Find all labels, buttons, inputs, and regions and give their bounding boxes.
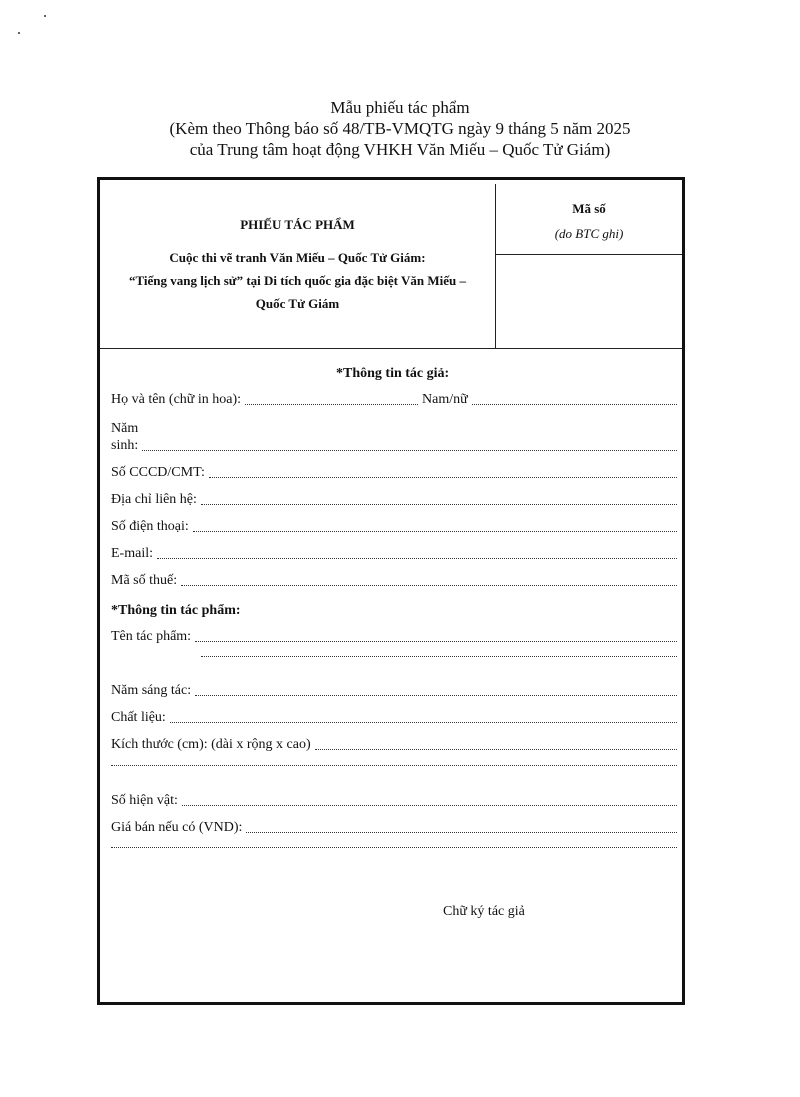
scan-speck <box>44 15 46 17</box>
id-number-fill-line[interactable] <box>209 476 677 478</box>
year-created-label: Năm sáng tác: <box>111 683 192 698</box>
price-field[interactable] <box>111 820 677 836</box>
tax-code-fill-line[interactable] <box>181 584 677 586</box>
birth-year-field[interactable] <box>111 438 677 454</box>
work-title-continuation[interactable] <box>201 655 677 660</box>
code-note: (do BTC ghi) <box>554 226 624 241</box>
name-label: Họ và tên (chữ in hoa): <box>111 392 242 407</box>
email-field[interactable] <box>111 546 677 562</box>
birth-year-label-top: Năm <box>111 421 139 436</box>
code-entry-box[interactable] <box>496 255 682 348</box>
divider-horizontal <box>100 348 682 349</box>
address-field[interactable] <box>111 492 677 508</box>
contest-description <box>100 246 495 315</box>
address-label: Địa chỉ liên hệ: <box>111 492 197 507</box>
artifact-count-label: Số hiện vật: <box>111 793 178 808</box>
name-fill-line[interactable] <box>245 403 418 405</box>
author-section-heading: *Thông tin tác giả: <box>336 366 450 381</box>
dimensions-fill-line[interactable] <box>315 748 677 750</box>
birth-year-fill-line[interactable] <box>142 449 677 451</box>
entry-form-frame <box>97 177 685 1005</box>
dimensions-label: Kích thước (cm): (dài x rộng x cao) <box>111 737 311 752</box>
name-field[interactable] <box>111 392 677 408</box>
material-label: Chất liệu: <box>111 710 166 725</box>
birth-year-label: sinh: <box>111 438 139 453</box>
year-created-field[interactable] <box>111 683 677 699</box>
artifact-count-fill-line[interactable] <box>182 804 677 806</box>
phone-field[interactable] <box>111 519 677 535</box>
artifact-count-field[interactable] <box>111 793 677 809</box>
material-fill-line[interactable] <box>170 721 677 723</box>
price-label: Giá bán nếu có (VND): <box>111 820 243 835</box>
work-title-label: Tên tác phẩm: <box>111 629 192 644</box>
dimensions-fill-line-2[interactable] <box>111 764 677 766</box>
email-fill-line[interactable] <box>157 557 677 559</box>
header-subtitle-line1: (Kèm theo Thông báo số 48/TB-VMQTG ngày 9 tháng 5 năm 2025 <box>169 119 631 138</box>
tax-code-field[interactable] <box>111 573 677 589</box>
gender-label: Nam/nữ <box>422 392 468 407</box>
code-label: Mã số <box>572 201 606 216</box>
gender-fill-line[interactable] <box>472 403 677 405</box>
address-fill-line[interactable] <box>201 503 677 505</box>
document-header <box>0 97 800 160</box>
phone-fill-line[interactable] <box>193 530 677 532</box>
contest-line: “Tiếng vang lịch sử” tại Di tích quốc gia đặc biệt Văn Miếu – <box>128 273 467 288</box>
contest-line: Quốc Tử Giám <box>255 296 340 311</box>
dimensions-field[interactable] <box>111 737 677 753</box>
form-title: PHIẾU TÁC PHẨM <box>240 217 355 232</box>
work-title-fill-line[interactable] <box>195 640 677 642</box>
work-section-heading: *Thông tin tác phẩm: <box>111 603 241 618</box>
contest-line: Cuộc thi vẽ tranh Văn Miếu – Quốc Tử Giám: <box>169 250 426 265</box>
tax-code-label: Mã số thuế: <box>111 573 178 588</box>
price-fill-line[interactable] <box>246 831 677 833</box>
work-title-fill-line-2[interactable] <box>201 655 677 657</box>
id-number-label: Số CCCD/CMT: <box>111 465 205 480</box>
id-number-field[interactable] <box>111 465 677 481</box>
material-field[interactable] <box>111 710 677 726</box>
header-title: Mẫu phiếu tác phẩm <box>330 98 470 117</box>
dimensions-continuation[interactable] <box>111 764 677 769</box>
author-signature-label: Chữ ký tác giả <box>443 904 525 919</box>
header-subtitle-line2: của Trung tâm hoạt động VHKH Văn Miếu – Quốc Tử Giám) <box>189 140 611 159</box>
scan-speck <box>18 32 20 34</box>
year-created-fill-line[interactable] <box>195 694 677 696</box>
email-label: E-mail: <box>111 546 153 561</box>
price-continuation[interactable] <box>111 846 677 851</box>
signature-area[interactable] <box>400 925 600 995</box>
phone-label: Số điện thoại: <box>111 519 189 534</box>
work-title-field[interactable] <box>111 629 677 645</box>
price-fill-line-2[interactable] <box>111 846 677 848</box>
